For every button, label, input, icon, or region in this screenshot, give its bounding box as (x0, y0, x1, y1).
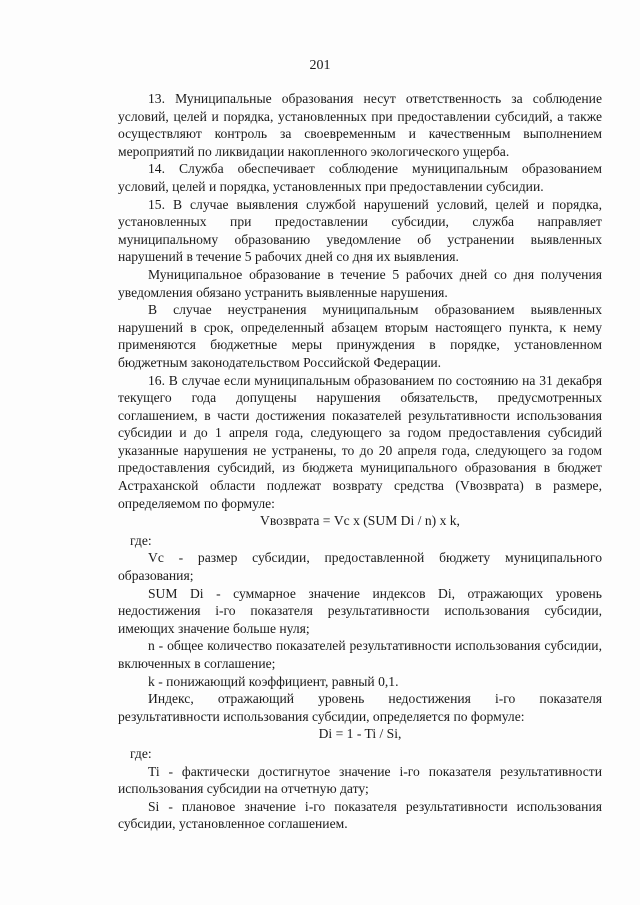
where-label-2: где: (130, 745, 152, 761)
definition-n: n - общее количество показателей результативности использования субсидии, включенных в соглашение; (118, 638, 602, 671)
paragraph-16: 16. В случае если муниципальным образованием по состоянию на 31 декабря текущего года допущены нарушения обязательств, предусмотренных соглашением, в части достижения показателей результативности использования субсидии и до 1 апреля года, следующего за годом предоставления субсидий указанные нарушения не устранены, то до 20 апреля года, следующего за годом предоставления субсидий, из бюджета муниципального образования в бюджет Астраханской области подлежат возврату средства (Vвозврата) в размере, определяемом по формуле: (118, 372, 602, 511)
paragraph-15-third: В случае неустранения муниципальным образованием выявленных нарушений в срок, определенный абзацем вторым настоящего пункта, к нему применяются бюджетные меры принуждения в порядке, установленном бюджетным законодательством Российской Федерации. (118, 302, 602, 370)
paragraph-14: 14. Служба обеспечивает соблюдение муниципальным образованием условий, целей и порядка, установленных при предоставлении субсидии. (118, 161, 602, 194)
definition-vc: Vc - размер субсидии, предоставленной бюджету муниципального образования; (118, 550, 602, 584)
formula-refund: Vвозврата = Vc x (SUM Di / n) x k, (260, 513, 460, 529)
document-body (118, 90, 602, 833)
page-number: 201 (309, 58, 331, 73)
paragraph-15-second: Муниципальное образование в течение 5 рабочих дней со дня получения уведомления обязано устранить выявленные нарушения. (118, 266, 602, 300)
index-paragraph: Индекс, отражающий уровень недостижения i-го показателя результативности использования субсидии, определяется по формуле: (118, 691, 602, 724)
where-label-1: где: (130, 532, 152, 548)
definition-ti: Ti - фактически достигнутое значение i-го показателя результативности использования субсидии на отчетную дату; (118, 763, 602, 797)
formula-index: Di = 1 - Ti / Si, (318, 726, 402, 742)
definition-k: k - понижающий коэффициент, равный 0,1. (148, 673, 399, 689)
definition-si: Si - плановое значение i-го показателя результативности использования субсидии, установленное соглашением. (118, 798, 602, 832)
definition-sum-di: SUM Di - суммарное значение индексов Di, отражающих уровень недостижения i-го показателя результативности использования субсидии, имеющих значение больше нуля; (118, 585, 602, 636)
paragraph-15: 15. В случае выявления службой нарушений условий, целей и порядка, установленных при предоставлении субсидии, служба направляет муниципальному образованию уведомление об устранении выявленных нарушений в течение 5 рабочих дней со дня их выявления. (118, 196, 602, 265)
paragraph-13: 13. Муниципальные образования несут ответственность за соблюдение условий, целей и порядка, установленных при предоставлении субсидий, а также осуществляют контроль за своевременным и качественным выполнением мероприятий по ликвидации накопленного экологического ущерба. (118, 91, 602, 159)
